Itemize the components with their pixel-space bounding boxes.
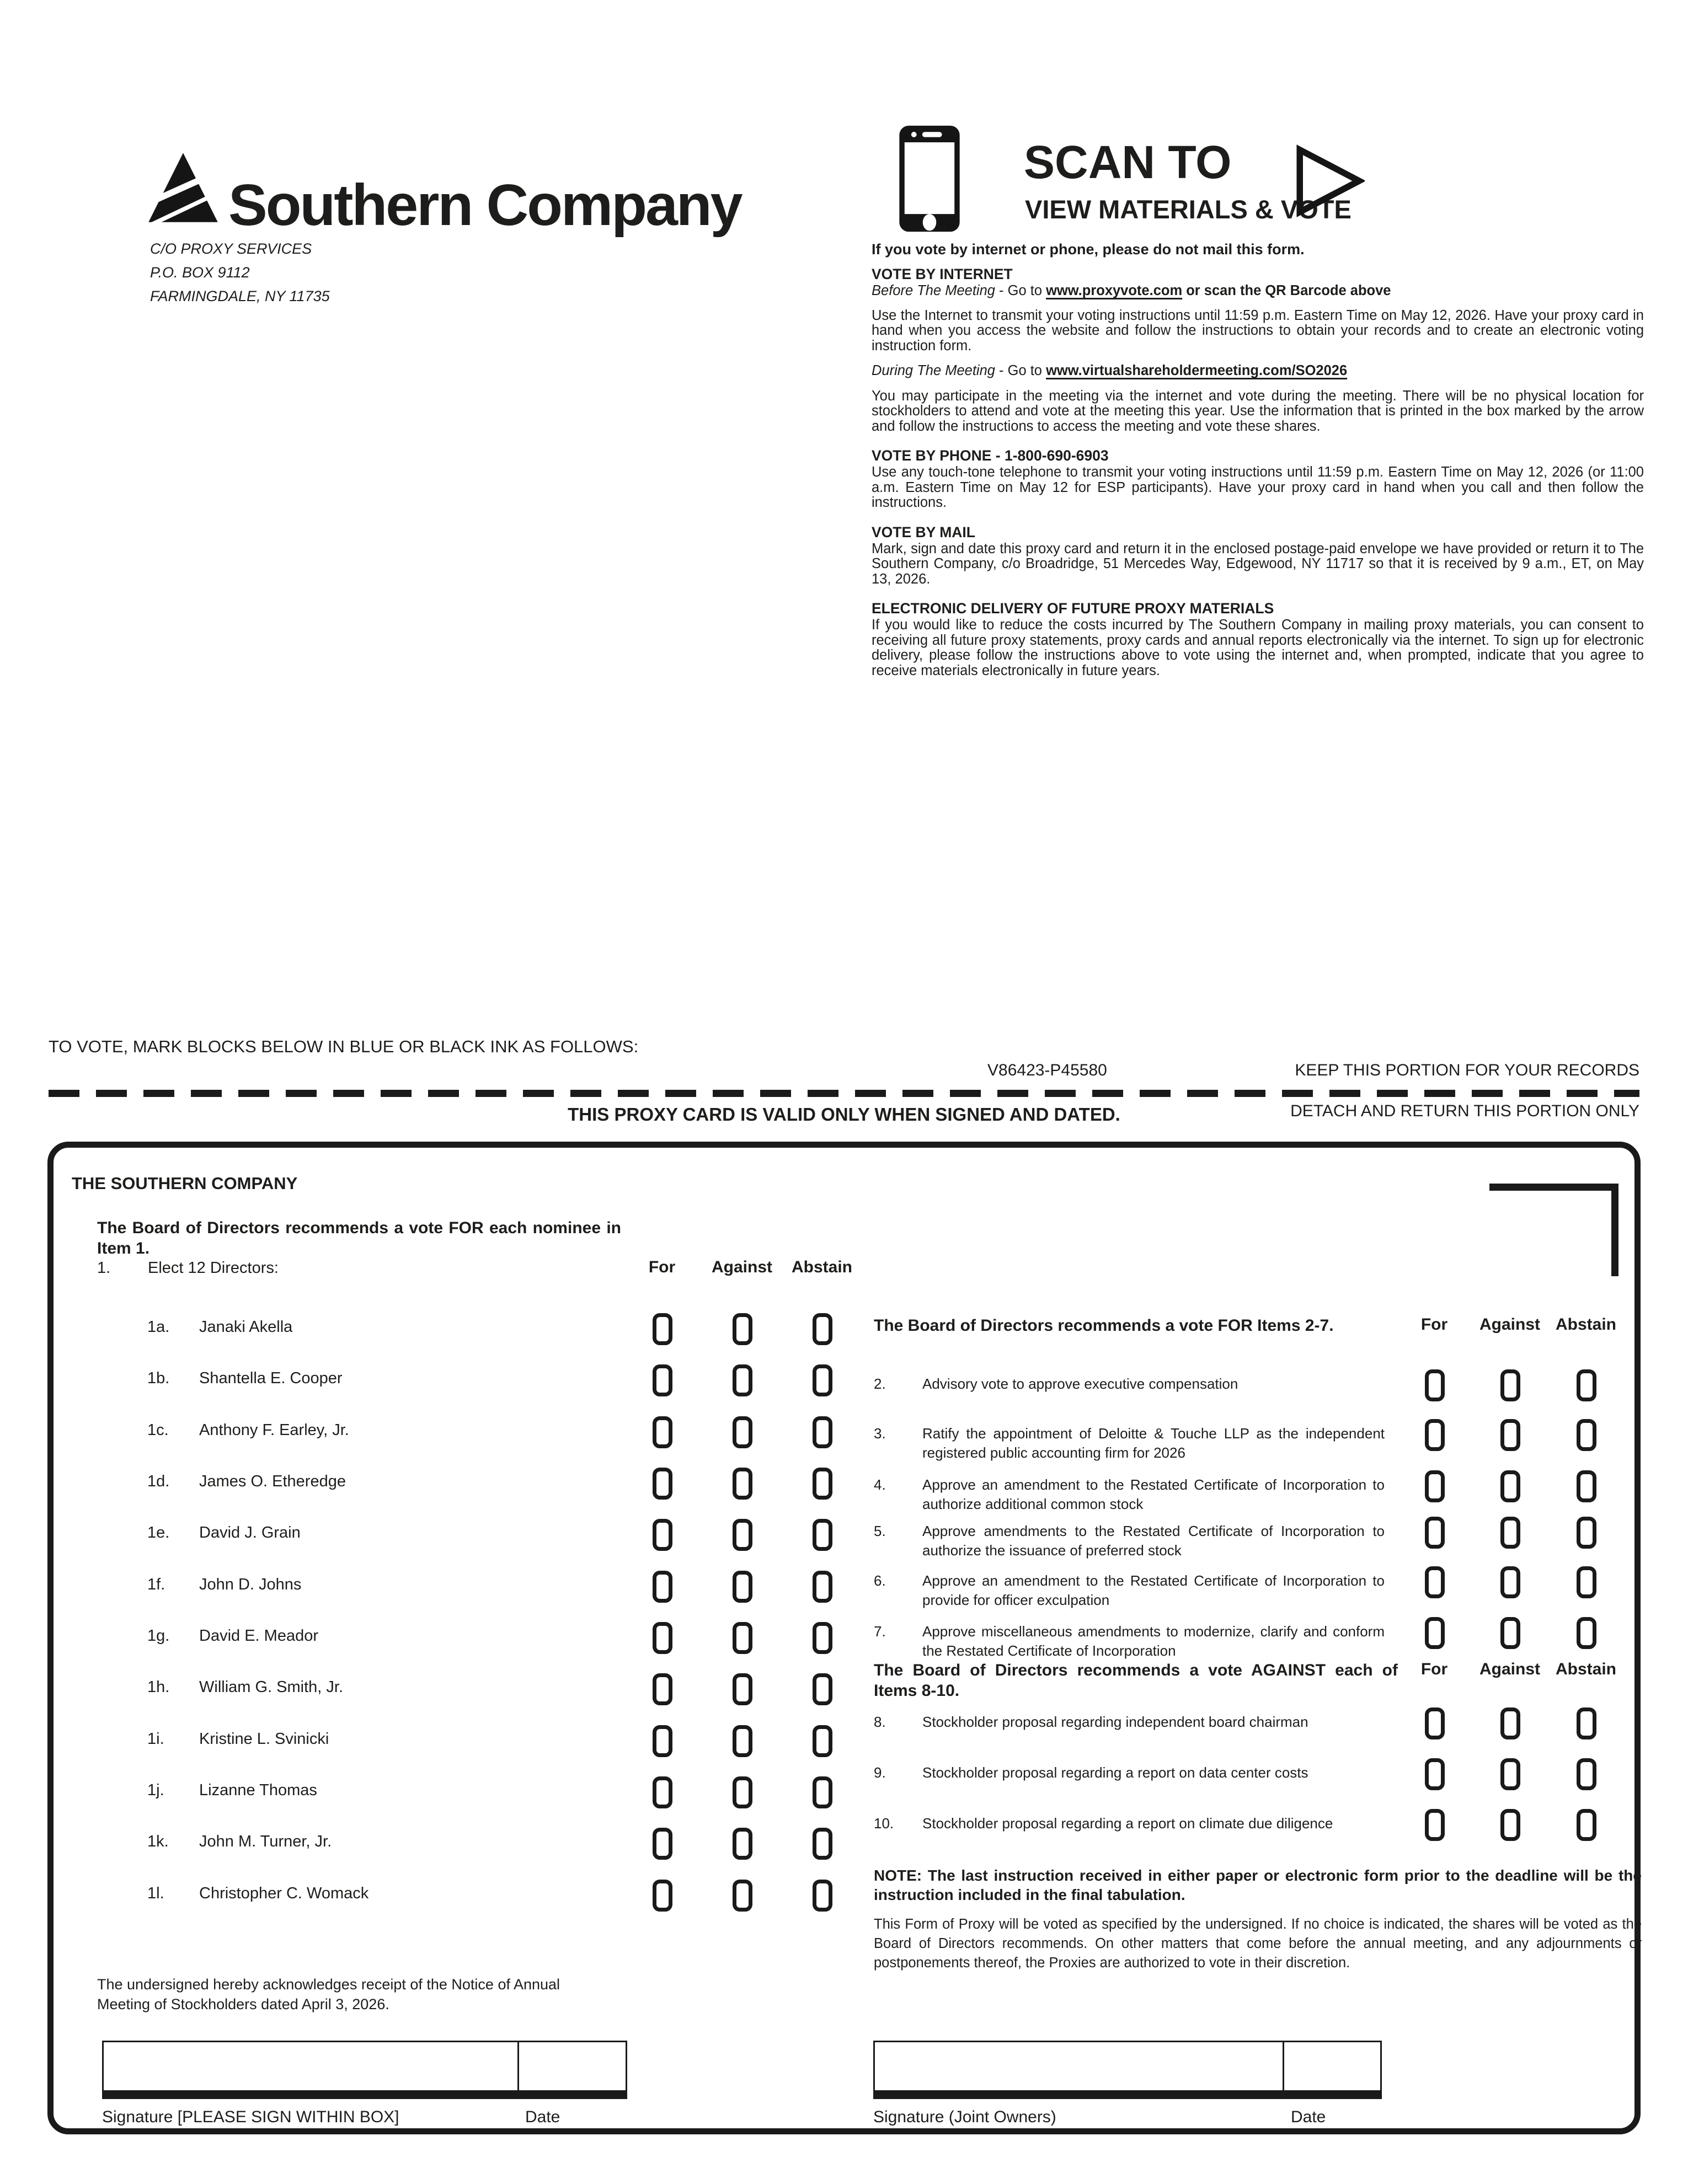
proposal-number: 3. (874, 1425, 886, 1442)
signature-label: Signature [PLEASE SIGN WITHIN BOX] (102, 2108, 399, 2126)
proxy-voting-statement: This Form of Proxy will be voted as specified by the undersigned. If no choice is indicated, the shares will be voted as the Board of Directors recommends. On other matters that come before the annual meeting, and any adjournments or postponements thereof, the Proxies are authorized to vote in their discretion. (874, 1917, 1642, 1971)
proposal-text: Ratify the appointment of Deloitte & Touche LLP as the independent registered public accounting firm for 2026 (922, 1425, 1385, 1461)
electronic-delivery-title: ELECTRONIC DELIVERY OF FUTURE PROXY MATERIALS (872, 600, 1274, 617)
checkbox-6-abstain[interactable] (1577, 1566, 1596, 1598)
rec-against-items-8-10: The Board of Directors recommends a vote AGAINST each of Items 8-10. (874, 1661, 1398, 1700)
address-line: FARMINGDALE, NY 11735 (150, 288, 330, 304)
checkbox-1b-for[interactable] (653, 1364, 672, 1396)
checkbox-9-against[interactable] (1500, 1758, 1520, 1790)
proxyvote-link[interactable]: www.proxyvote.com (1046, 283, 1183, 298)
virtual-meeting-link[interactable]: www.virtualshareholdermeeting.com/SO2026 (1046, 363, 1348, 378)
to-vote-instruction: TO VOTE, MARK BLOCKS BELOW IN BLUE OR BLACK INK AS FOLLOWS: (49, 1037, 639, 1056)
checkbox-1c-against[interactable] (733, 1416, 752, 1448)
director-id: 1f. (147, 1576, 165, 1593)
checkbox-1a-against[interactable] (733, 1313, 752, 1345)
checkbox-6-against[interactable] (1500, 1566, 1520, 1598)
checkbox-5-against[interactable] (1500, 1517, 1520, 1549)
checkbox-1k-for[interactable] (653, 1828, 672, 1860)
checkbox-1e-abstain[interactable] (813, 1519, 832, 1551)
corner-mark-icon (1611, 1184, 1618, 1276)
detach-return-note: DETACH AND RETURN THIS PORTION ONLY (1290, 1102, 1639, 1120)
go-to-text: - Go to (995, 283, 1046, 298)
go-to-text: - Go to (995, 363, 1046, 378)
checkbox-1l-for[interactable] (653, 1880, 672, 1912)
checkbox-8-against[interactable] (1500, 1707, 1520, 1739)
checkbox-1c-for[interactable] (653, 1416, 672, 1448)
arrow-right-icon (1294, 142, 1365, 220)
proposal-text: Stockholder proposal regarding a report on climate due diligence (922, 1815, 1333, 1832)
vote-by-internet-title: VOTE BY INTERNET (872, 266, 1013, 282)
director-id: 1h. (147, 1678, 170, 1696)
checkbox-1l-against[interactable] (733, 1880, 752, 1912)
checkbox-1j-against[interactable] (733, 1776, 752, 1808)
column-header-against: Against (1479, 1315, 1541, 1334)
acknowledgement-text: The undersigned hereby acknowledges receipt of the Notice of Annual Meeting of Stockholders dated April 3, 2026. (97, 1976, 560, 2012)
director-id: 1c. (147, 1421, 169, 1439)
checkbox-1h-for[interactable] (653, 1673, 672, 1705)
checkbox-9-for[interactable] (1425, 1758, 1445, 1790)
item1-number: 1. (97, 1259, 111, 1277)
checkbox-1a-abstain[interactable] (813, 1313, 832, 1345)
before-the-meeting-line (872, 283, 1644, 299)
director-id: 1e. (147, 1524, 170, 1541)
proxy-services-address (150, 237, 330, 308)
director-name: Kristine L. Svinicki (199, 1730, 329, 1748)
proposal-text: Approve an amendment to the Restated Certificate of Incorporation to authorize additional common stock (922, 1476, 1385, 1512)
checkbox-1i-abstain[interactable] (813, 1725, 832, 1757)
address-line: C/O PROXY SERVICES (150, 240, 312, 257)
smartphone-icon (898, 125, 961, 233)
column-header-for: For (648, 1258, 676, 1276)
director-id: 1i. (147, 1730, 164, 1748)
director-name: William G. Smith, Jr. (199, 1678, 344, 1696)
column-header-against: Against (1479, 1660, 1541, 1678)
internet-before-paragraph: Use the Internet to transmit your voting instructions until 11:59 p.m. Eastern Time on May 12, 2026. Have your proxy card in hand when you access the website and follow the instructions to obtain your records and to create an electronic voting instruction form. (872, 307, 1644, 354)
column-header-abstain: Abstain (1555, 1315, 1617, 1334)
valid-when-signed-note: THIS PROXY CARD IS VALID ONLY WHEN SIGNED AND DATED. (568, 1104, 1120, 1125)
checkbox-8-abstain[interactable] (1577, 1707, 1596, 1739)
checkbox-1d-abstain[interactable] (813, 1468, 832, 1500)
director-id: 1a. (147, 1318, 170, 1336)
director-id: 1k. (147, 1833, 169, 1850)
signature-date-divider (1283, 2042, 1284, 2090)
signature-joint-label: Signature (Joint Owners) (873, 2108, 1056, 2126)
rec-for-items-2-7: The Board of Directors recommends a vote FOR Items 2-7. (874, 1316, 1334, 1335)
director-id: 1d. (147, 1473, 170, 1490)
checkbox-1g-against[interactable] (733, 1622, 752, 1654)
director-name: David J. Grain (199, 1524, 301, 1541)
signature-box-joint[interactable] (873, 2041, 1382, 2099)
checkbox-1e-for[interactable] (653, 1519, 672, 1551)
director-id: 1j. (147, 1781, 164, 1799)
director-name: Shantella E. Cooper (199, 1369, 343, 1387)
column-header-for: For (1420, 1315, 1448, 1334)
vote-by-mail-title: VOTE BY MAIL (872, 523, 975, 540)
director-id: 1b. (147, 1369, 170, 1387)
checkbox-8-for[interactable] (1425, 1707, 1445, 1739)
date-label: Date (525, 2108, 560, 2126)
date-label: Date (1291, 2108, 1326, 2126)
checkbox-1b-abstain[interactable] (813, 1364, 832, 1396)
checkbox-1k-abstain[interactable] (813, 1828, 832, 1860)
checkbox-1b-against[interactable] (733, 1364, 752, 1396)
checkbox-3-abstain[interactable] (1577, 1419, 1596, 1451)
director-name: John D. Johns (199, 1576, 302, 1593)
checkbox-10-against[interactable] (1500, 1809, 1520, 1841)
director-name: Christopher C. Womack (199, 1885, 369, 1902)
checkbox-3-against[interactable] (1500, 1419, 1520, 1451)
proposal-number: 4. (874, 1476, 886, 1493)
checkbox-2-against[interactable] (1500, 1369, 1520, 1401)
checkbox-5-for[interactable] (1425, 1517, 1445, 1549)
proposal-text: Stockholder proposal regarding a report on data center costs (922, 1764, 1308, 1781)
checkbox-2-for[interactable] (1425, 1369, 1445, 1401)
checkbox-4-abstain[interactable] (1577, 1470, 1596, 1502)
proposal-number: 10. (874, 1815, 894, 1832)
tabulation-note: NOTE: The last instruction received in either paper or electronic form prior to the deadline will be the instruction included in the final tabulation. (874, 1867, 1642, 1903)
checkbox-6-for[interactable] (1425, 1566, 1445, 1598)
do-not-mail-note: If you vote by internet or phone, please do not mail this form. (872, 241, 1305, 258)
keep-portion-note: KEEP THIS PORTION FOR YOUR RECORDS (1295, 1061, 1639, 1079)
checkbox-1k-against[interactable] (733, 1828, 752, 1860)
southern-company-logo-icon (148, 152, 218, 223)
checkbox-1e-against[interactable] (733, 1519, 752, 1551)
checkbox-3-for[interactable] (1425, 1419, 1445, 1451)
proposal-text: Approve miscellaneous amendments to modernize, clarify and conform the Restated Certificate of Incorporation (922, 1623, 1385, 1659)
vote-by-mail-paragraph: Mark, sign and date this proxy card and return it in the enclosed postage-paid envelope we have provided or return it to The Southern Company, c/o Broadridge, 51 Mercedes Way, Edgewood, NY 11717 so that it is received by 9 a.m., ET, on May 13, 2026. (872, 540, 1644, 587)
corner-mark-icon (1489, 1184, 1618, 1191)
checkbox-1j-for[interactable] (653, 1776, 672, 1808)
checkbox-9-abstain[interactable] (1577, 1758, 1596, 1790)
director-name: James O. Etheredge (199, 1473, 346, 1490)
checkbox-1g-for[interactable] (653, 1622, 672, 1654)
proposal-text: Approve amendments to the Restated Certificate of Incorporation to authorize the issuance of preferred stock (922, 1523, 1385, 1559)
column-header-for: For (1420, 1660, 1448, 1678)
signature-box-primary[interactable] (102, 2041, 627, 2099)
qr-barcode-text: or scan the QR Barcode above (1182, 283, 1391, 298)
signature-date-divider (517, 2042, 519, 2090)
proposal-number: 7. (874, 1623, 886, 1640)
checkbox-1f-abstain[interactable] (813, 1571, 832, 1603)
column-header-abstain: Abstain (791, 1258, 853, 1276)
checkbox-1l-abstain[interactable] (813, 1880, 832, 1912)
checkbox-5-abstain[interactable] (1577, 1517, 1596, 1549)
before-the-meeting-label: Before The Meeting (872, 283, 995, 298)
checkbox-1a-for[interactable] (653, 1313, 672, 1345)
checkbox-10-for[interactable] (1425, 1809, 1445, 1841)
checkbox-1d-against[interactable] (733, 1468, 752, 1500)
checkbox-4-for[interactable] (1425, 1470, 1445, 1502)
column-header-against: Against (711, 1258, 773, 1276)
director-id: 1l. (147, 1885, 164, 1902)
electronic-delivery-paragraph: If you would like to reduce the costs incurred by The Southern Company in mailing proxy materials, you can consent to receiving all future proxy statements, proxy cards and annual reports electronically via the internet. To sign up for electronic delivery, please follow the instructions above to vote using the internet and, when prompted, indicate that you agree to receive materials electronically in future years. (872, 617, 1644, 678)
internet-during-paragraph: You may participate in the meeting via the internet and vote during the meeting. There will be no physical location for stockholders to attend and vote at the meeting this year. Use the information that is printed in the box marked by the arrow and follow the instructions to access the meeting and vote these shares. (872, 388, 1644, 434)
card-company-title: THE SOUTHERN COMPANY (72, 1174, 298, 1193)
voting-instructions (872, 241, 1644, 678)
checkbox-1f-against[interactable] (733, 1571, 752, 1603)
director-name: Lizanne Thomas (199, 1781, 317, 1799)
checkbox-7-abstain[interactable] (1577, 1617, 1596, 1649)
checkbox-1g-abstain[interactable] (813, 1622, 832, 1654)
proposal-text: Stockholder proposal regarding independent board chairman (922, 1714, 1308, 1730)
proposal-number: 5. (874, 1523, 886, 1539)
during-the-meeting-line (872, 363, 1644, 379)
item1-label: Elect 12 Directors: (148, 1259, 279, 1277)
checkbox-2-abstain[interactable] (1577, 1369, 1596, 1401)
checkbox-4-against[interactable] (1500, 1470, 1520, 1502)
checkbox-1i-against[interactable] (733, 1725, 752, 1757)
director-name: Janaki Akella (199, 1318, 293, 1336)
checkbox-1h-against[interactable] (733, 1673, 752, 1705)
column-header-abstain: Abstain (1555, 1660, 1617, 1678)
checkbox-1h-abstain[interactable] (813, 1673, 832, 1705)
control-number: V86423-P45580 (987, 1061, 1107, 1079)
scan-to-heading: SCAN TO (1024, 136, 1232, 188)
checkbox-1d-for[interactable] (653, 1468, 672, 1500)
checkbox-7-against[interactable] (1500, 1617, 1520, 1649)
during-the-meeting-label: During The Meeting (872, 363, 995, 378)
checkbox-10-abstain[interactable] (1577, 1809, 1596, 1841)
director-name: John M. Turner, Jr. (199, 1833, 332, 1850)
proposal-number: 6. (874, 1572, 886, 1589)
address-line: P.O. BOX 9112 (150, 264, 250, 281)
vote-by-phone-title: VOTE BY PHONE - 1-800-690-6903 (872, 447, 1109, 464)
proposal-number: 8. (874, 1714, 886, 1730)
company-wordmark: Southern Company (228, 173, 741, 238)
proposal-number: 2. (874, 1375, 886, 1392)
proposal-number: 9. (874, 1764, 886, 1781)
checkbox-1i-for[interactable] (653, 1725, 672, 1757)
checkbox-1j-abstain[interactable] (813, 1776, 832, 1808)
vote-by-phone-paragraph: Use any touch-tone telephone to transmit your voting instructions until 11:59 p.m. Eastern Time on May 12, 2026 (or 11:00 a.m. Eastern Time on May 12 for ESP participants). Have your proxy card in hand when you call and then follow the instructions. (872, 464, 1644, 510)
item1-recommendation: The Board of Directors recommends a vote FOR each nominee in Item 1. (97, 1219, 621, 1257)
director-name: Anthony F. Earley, Jr. (199, 1421, 349, 1439)
proposal-text: Advisory vote to approve executive compensation (922, 1375, 1238, 1392)
director-name: David E. Meador (199, 1627, 318, 1645)
proposal-text: Approve an amendment to the Restated Certificate of Incorporation to provide for officer exculpation (922, 1572, 1385, 1608)
checkbox-1c-abstain[interactable] (813, 1416, 832, 1448)
director-id: 1g. (147, 1627, 170, 1645)
perforation-dashed-line (49, 1090, 1639, 1097)
view-materials-vote-heading: VIEW MATERIALS & VOTE (1025, 195, 1352, 224)
checkbox-1f-for[interactable] (653, 1571, 672, 1603)
checkbox-7-for[interactable] (1425, 1617, 1445, 1649)
